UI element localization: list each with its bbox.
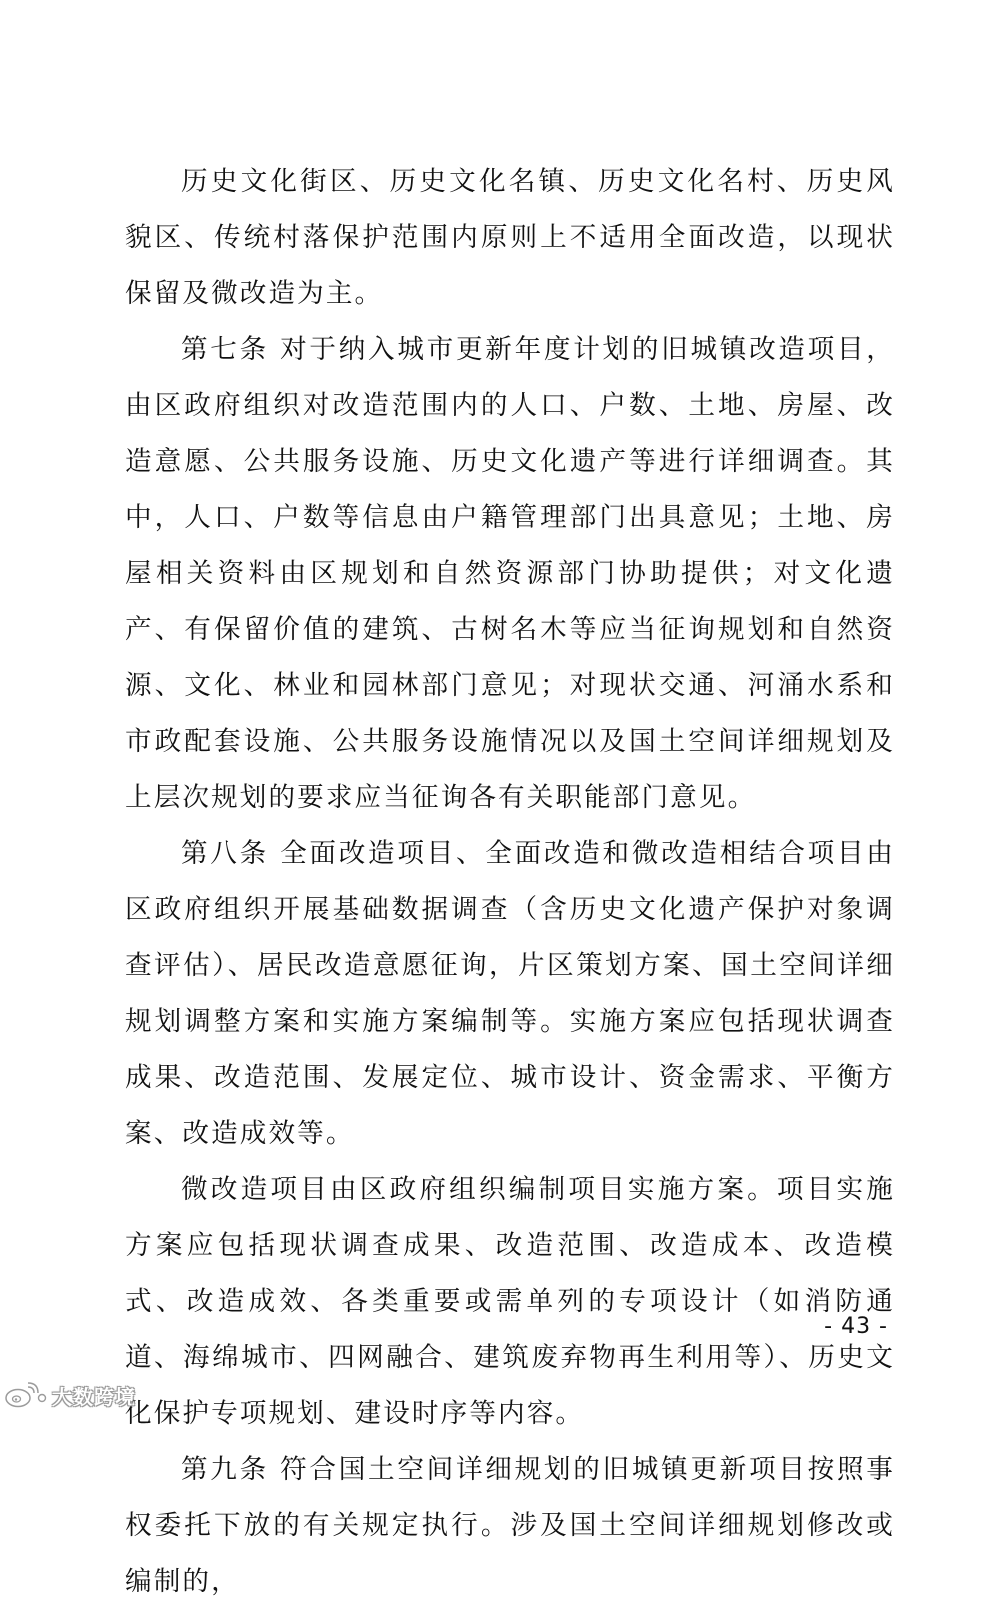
body-text [125, 154, 895, 1610]
paragraph-article-9: 第九条 符合国土空间详细规划的旧城镇更新项目按照事权委托下放的有关规定执行。涉及国土空间详细规划修改或编制的， [125, 1454, 895, 1597]
paragraph-article-7: 第七条 对于纳入城市更新年度计划的旧城镇改造项目，由区政府组织对改造范围内的人口、户数、土地、房屋、改造意愿、公共服务设施、历史文化遗产等进行详细调查。其中，人口、户数等信息由户籍管理部门出具意见；土地、房屋相关资料由区规划和自然资源部门协助提供；对文化遗产、有保留价值的建筑、古树名木等应当征询规划和自然资源、文化、林业和园林部门意见；对现状交通、河涌水系和市政配套设施、公共服务设施情况以及国土空间详细规划及上层次规划的要求应当征询各有关职能部门意见。 [125, 334, 895, 813]
weibo-logo-icon [4, 1381, 48, 1409]
paragraph-article-8: 第八条 全面改造项目、全面改造和微改造相结合项目由区政府组织开展基础数据调查（含历史文化遗产保护对象调查评估）、居民改造意愿征询，片区策划方案、国土空间详细规划调整方案和实施方案编制等。实施方案应包括现状调查成果、改造范围、发展定位、城市设计、资金需求、平衡方案、改造成效等。 [125, 838, 895, 1149]
paragraph-1: 历史文化街区、历史文化名镇、历史文化名村、历史风貌区、传统村落保护范围内原则上不适用全面改造，以现状保留及微改造为主。 [125, 166, 895, 309]
paragraph-micro-renovation: 微改造项目由区政府组织编制项目实施方案。项目实施方案应包括现状调查成果、改造范围、改造成本、改造模式、改造成效、各类重要或需单列的专项设计（如消防通道、海绵城市、四网融合、建筑废弃物再生利用等）、历史文化保护专项规划、建设时序等内容。 [125, 1174, 895, 1429]
page-number: - 43 - [824, 1314, 888, 1339]
watermark [4, 1380, 136, 1410]
watermark-text: 大数跨境 [52, 1384, 136, 1409]
